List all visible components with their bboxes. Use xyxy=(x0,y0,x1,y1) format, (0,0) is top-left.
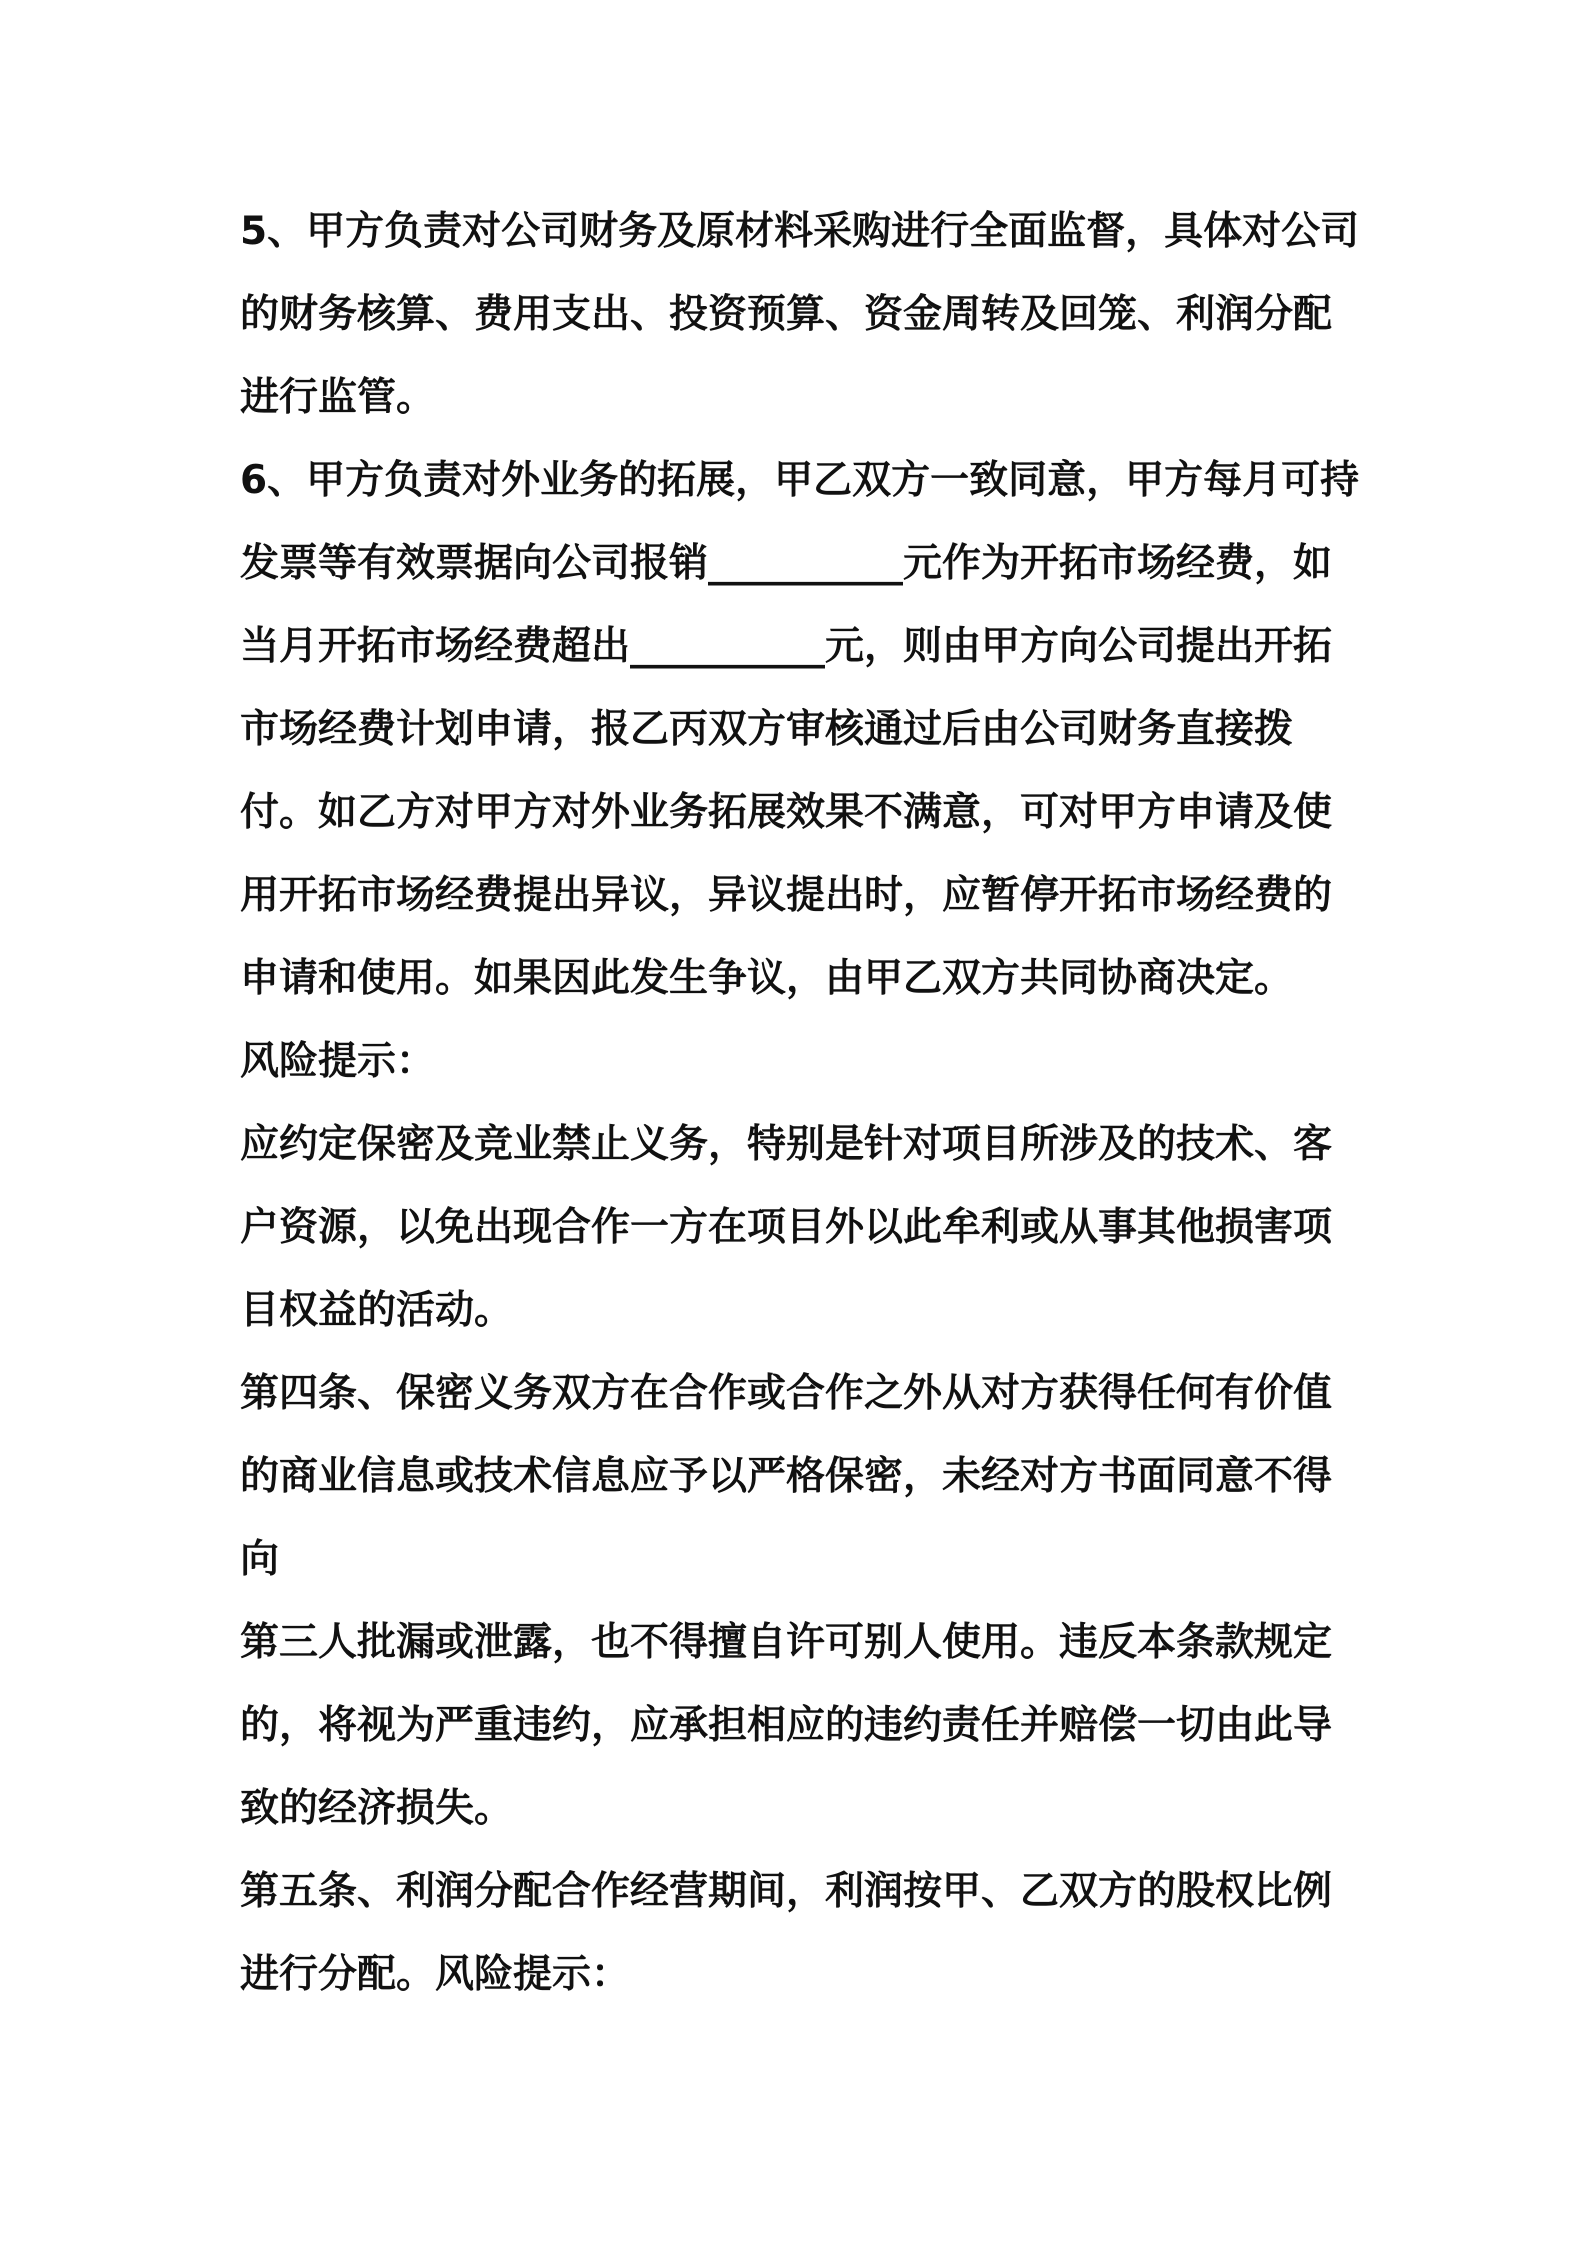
risk-notice-text: 应约定保密及竞业禁止义务，特别是针对项目所涉及的技术、客户资源，以免出现合作一方在项目外以此牟利或从事其他损害项目权益的活动。 xyxy=(240,1122,1333,1333)
document-body xyxy=(240,190,1370,2016)
article-4-confidentiality: 第四条、保密义务双方在合作或合作之外从对方获得任何有价值的商业信息或技术信息应予以严格保密，未经对方书面同意不得向 xyxy=(240,1371,1333,1582)
risk-notice-heading: 风险提示： xyxy=(240,1039,436,1084)
clause-5-financial-supervision: 5、甲方负责对公司财务及原材料采购进行全面监督，具体对公司的财务核算、费用支出、投资预算、资金周转及回笼、利润分配进行监管。 xyxy=(240,209,1360,420)
article-4-continuation: 第三人批漏或泄露，也不得擅自许可别人使用。违反本条款规定的，将视为严重违约，应承担相应的违约责任并赔偿一切由此导致的经济损失。 xyxy=(240,1620,1333,1831)
clause-6-business-expansion: 6、甲方负责对外业务的拓展，甲乙双方一致同意，甲方每月可持发票等有效票据向公司报销__________元作为开拓市场经费，如当月开拓市场经费超出__________元，则由甲方向公司提出开拓市场经费计划申请，报乙丙双方审核通过后由公司财务直接拨付。如乙方对甲方对外业务拓展效果不满意，可对甲方申请及使用开拓市场经费提出异议，异议提出时，应暂停开拓市场经费的申请和使用。如果因此发生争议，由甲乙双方共同协商决定。 xyxy=(240,458,1360,1001)
article-5-profit-distribution: 第五条、利润分配合作经营期间，利润按甲、乙双方的股权比例进行分配。风险提示： xyxy=(240,1869,1333,1997)
